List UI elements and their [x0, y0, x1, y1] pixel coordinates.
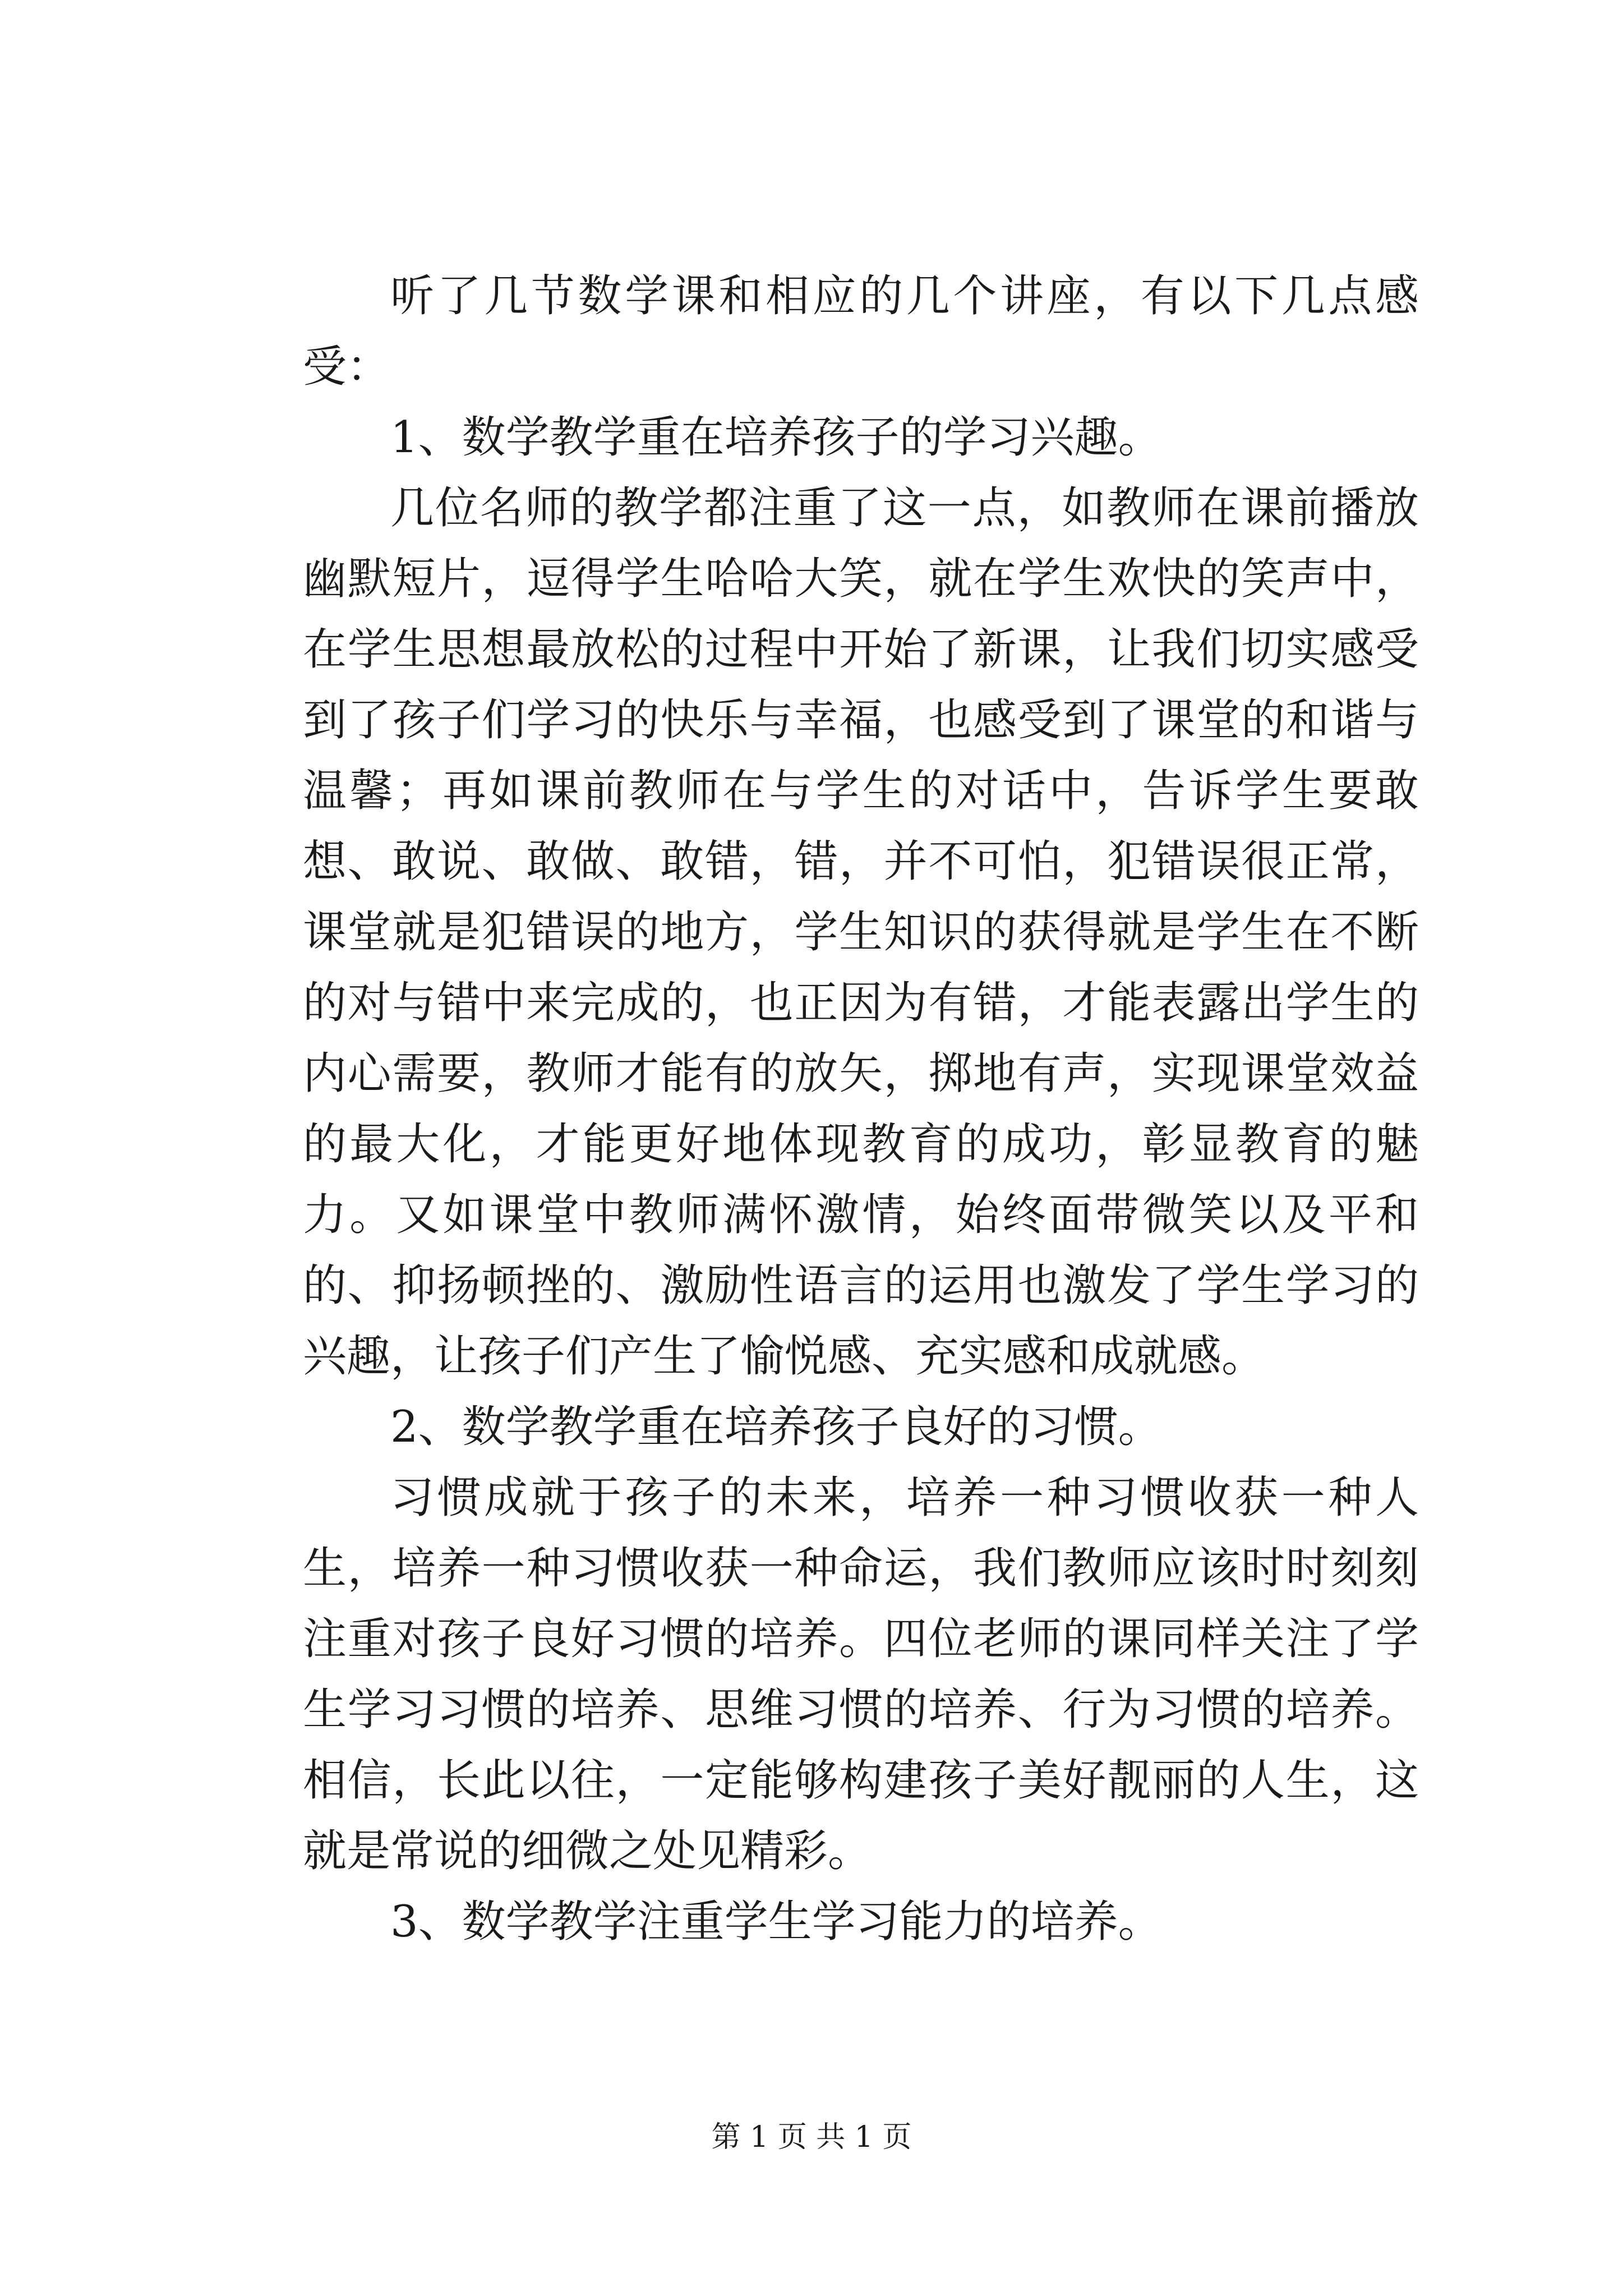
page-footer: 第 1 页 共 1 页: [711, 2120, 912, 2154]
document-body: [303, 261, 1419, 1957]
paragraph-heading-3: 3、数学教学注重学生学习能力的培养。: [390, 1897, 1162, 1947]
paragraph-intro: 听了几节数学课和相应的几个讲座，有以下几点感受：: [303, 271, 1419, 392]
paragraph-body-1: 几位名师的教学都注重了这一点，如教师在课前播放幽默短片，逗得学生哈哈大笑，就在学生欢快的笑声中，在学生思想最放松的过程中开始了新课，让我们切实感受到了孩子们学习的快乐与幸福，也感受到了课堂的和谐与温馨；再如课前教师在与学生的对话中，告诉学生要敢想、敢说、敢做、敢错，错，并不可怕，犯错误很正常，课堂就是犯错误的地方，学生知识的获得就是学生在不断的对与错中来完成的，也正因为有错，才能表露出学生的内心需要，教师才能有的放矢，掷地有声，实现课堂效益的最大化，才能更好地体现教育的成功，彰显教育的魅力。又如课堂中教师满怀激情，始终面带微笑以及平和的、抑扬顿挫的、激励性语言的运用也激发了学生学习的兴趣，让孩子们产生了愉悦感、充实感和成就感。: [303, 483, 1419, 1382]
paragraph-heading-1: 1、数学教学重在培养孩子的学习兴趣。: [390, 412, 1162, 463]
paragraph-body-2: 习惯成就于孩子的未来，培养一种习惯收获一种人生，培养一种习惯收获一种命运，我们教师应该时时刻刻注重对孩子良好习惯的培养。四位老师的课同样关注了学生学习习惯的培养、思维习惯的培养、行为习惯的培养。相信，长此以往，一定能够构建孩子美好靓丽的人生，这就是常说的细微之处见精彩。: [303, 1473, 1419, 1876]
paragraph-heading-2: 2、数学教学重在培养孩子良好的习惯。: [390, 1402, 1162, 1452]
